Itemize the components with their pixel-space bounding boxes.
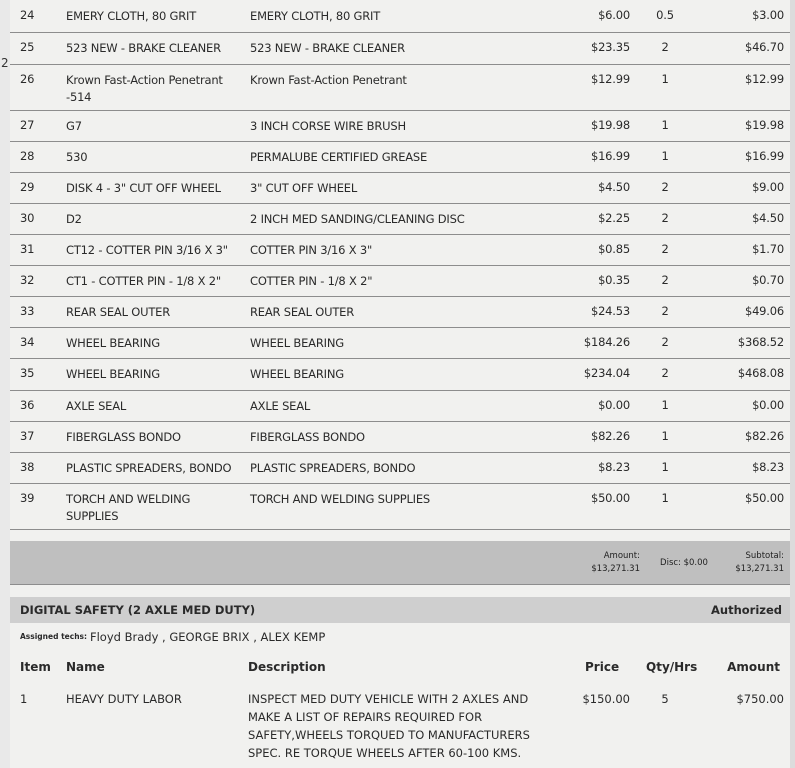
item-number: 25 <box>20 40 35 54</box>
item-price: $6.00 <box>598 8 630 22</box>
col-item: Item <box>20 660 51 674</box>
table-row <box>10 0 790 33</box>
item-name: G7 <box>66 119 82 133</box>
subtotal-label: Subtotal: <box>745 551 784 561</box>
item-amount: $19.98 <box>744 118 784 132</box>
table-row <box>10 234 790 266</box>
item-qty: 2 <box>661 366 669 380</box>
labor-item-description: INSPECT MED DUTY VEHICLE WITH 2 AXLES AND MAKE A LIST OF REPAIRS REQUIRED FOR SAFETY,WHEELS TORQUED TO MANUFACTURERS SPEC. RE TORQUE WHEELS AFTER 60-100 KMS. <box>248 692 530 760</box>
invoice-sheet <box>10 0 790 768</box>
item-price: $0.85 <box>598 242 630 256</box>
table-row <box>10 64 790 111</box>
item-name: WHEEL BEARING <box>66 367 160 381</box>
labor-item-number: 1 <box>20 692 28 706</box>
item-name: DISK 4 - 3" CUT OFF WHEEL <box>66 181 221 195</box>
item-qty: 2 <box>661 304 669 318</box>
table-row <box>10 296 790 328</box>
item-number: 37 <box>20 429 35 443</box>
item-qty: 1 <box>661 72 669 86</box>
item-description: WHEEL BEARING <box>250 367 344 381</box>
item-name: TORCH AND WELDING SUPPLIES <box>66 492 191 523</box>
item-description: WHEEL BEARING <box>250 336 344 350</box>
item-qty: 2 <box>661 273 669 287</box>
item-description: REAR SEAL OUTER <box>250 305 355 319</box>
item-price: $50.00 <box>590 491 630 505</box>
item-description: 523 NEW - BRAKE CLEANER <box>250 41 405 55</box>
item-description: 3 INCH CORSE WIRE BRUSH <box>250 119 406 133</box>
item-name: AXLE SEAL <box>66 399 127 413</box>
item-number: 35 <box>20 366 35 380</box>
item-description: COTTER PIN - 1/8 X 2" <box>250 274 373 288</box>
item-price: $8.23 <box>598 460 630 474</box>
table-row <box>10 203 790 235</box>
item-name: D2 <box>66 212 82 226</box>
item-number: 34 <box>20 335 35 349</box>
item-description: Krown Fast-Action Penetrant <box>250 73 407 87</box>
item-description: PERMALUBE CERTIFIED GREASE <box>250 150 428 164</box>
item-qty: 2 <box>661 335 669 349</box>
labor-item-name: HEAVY DUTY LABOR <box>66 692 182 706</box>
item-name: PLASTIC SPREADERS, BONDO <box>66 461 232 475</box>
labor-item-amount: $750.00 <box>736 692 784 706</box>
item-qty: 1 <box>661 398 669 412</box>
item-amount: $0.00 <box>752 398 784 412</box>
item-qty: 2 <box>661 242 669 256</box>
item-price: $19.98 <box>590 118 630 132</box>
item-name: EMERY CLOTH, 80 GRIT <box>66 9 197 23</box>
amount-summary <box>570 550 640 576</box>
item-name: CT1 - COTTER PIN - 1/8 X 2" <box>66 274 221 288</box>
item-amount: $4.50 <box>752 211 784 225</box>
item-price: $82.26 <box>590 429 630 443</box>
item-qty: 2 <box>661 180 669 194</box>
labor-item-qty: 5 <box>661 692 669 706</box>
item-name: WHEEL BEARING <box>66 336 160 350</box>
labor-item-price: $150.00 <box>582 692 630 706</box>
item-number: 33 <box>20 304 35 318</box>
amount-label: Amount: <box>603 551 640 561</box>
table-row <box>10 32 790 65</box>
col-amount: Amount <box>727 660 780 674</box>
subtotal-value: $13,271.31 <box>735 564 784 574</box>
item-name: Krown Fast-Action Penetrant -514 <box>66 73 223 104</box>
table-row <box>10 265 790 297</box>
item-number: 28 <box>20 149 35 163</box>
item-amount: $9.00 <box>752 180 784 194</box>
item-price: $0.00 <box>598 398 630 412</box>
assigned-techs-names: Floyd Brady , GEORGE BRIX , ALEX KEMP <box>90 630 326 644</box>
table-row <box>10 483 790 530</box>
item-name: FIBERGLASS BONDO <box>66 430 181 444</box>
scan-edge <box>0 0 10 768</box>
item-qty: 1 <box>661 118 669 132</box>
item-amount: $0.70 <box>752 273 784 287</box>
table-row <box>10 110 790 142</box>
item-description: TORCH AND WELDING SUPPLIES <box>250 492 431 506</box>
item-number: 31 <box>20 242 35 256</box>
item-amount: $46.70 <box>744 40 784 54</box>
item-description: COTTER PIN 3/16 X 3" <box>250 243 373 257</box>
item-name: CT12 - COTTER PIN 3/16 X 3" <box>66 243 228 257</box>
amount-value: $13,271.31 <box>591 564 640 574</box>
item-number: 29 <box>20 180 35 194</box>
item-amount: $16.99 <box>744 149 784 163</box>
table-row <box>10 421 790 453</box>
item-qty: 1 <box>661 429 669 443</box>
item-amount: $368.52 <box>737 335 784 349</box>
labor-row <box>10 684 790 768</box>
labor-table-header <box>10 654 790 680</box>
item-qty: 0.5 <box>656 8 674 22</box>
item-qty: 1 <box>661 149 669 163</box>
item-price: $2.25 <box>598 211 630 225</box>
item-description: PLASTIC SPREADERS, BONDO <box>250 461 416 475</box>
item-price: $23.35 <box>590 40 630 54</box>
item-amount: $49.06 <box>744 304 784 318</box>
item-description: AXLE SEAL <box>250 399 311 413</box>
item-amount: $1.70 <box>752 242 784 256</box>
table-row <box>10 141 790 173</box>
discount-value: Disc: $0.00 <box>660 558 708 568</box>
item-qty: 2 <box>661 211 669 225</box>
item-description: 2 INCH MED SANDING/CLEANING DISC <box>250 212 465 226</box>
item-qty: 1 <box>661 460 669 474</box>
item-amount: $50.00 <box>744 491 784 505</box>
item-name: 523 NEW - BRAKE CLEANER <box>66 41 221 55</box>
item-description: FIBERGLASS BONDO <box>250 430 365 444</box>
item-number: 30 <box>20 211 35 225</box>
assigned-techs <box>10 626 790 648</box>
table-row <box>10 452 790 484</box>
table-row <box>10 172 790 204</box>
item-name: REAR SEAL OUTER <box>66 305 171 319</box>
item-number: 26 <box>20 72 35 86</box>
item-price: $12.99 <box>590 72 630 86</box>
item-amount: $12.99 <box>744 72 784 86</box>
item-price: $4.50 <box>598 180 630 194</box>
job-title: DIGITAL SAFETY (2 AXLE MED DUTY) <box>20 603 256 617</box>
margin-mark: 2 <box>1 56 9 70</box>
item-number: 36 <box>20 398 35 412</box>
subtotal-bar <box>10 541 790 585</box>
item-price: $0.35 <box>598 273 630 287</box>
item-qty: 2 <box>661 40 669 54</box>
item-number: 38 <box>20 460 35 474</box>
item-name: 530 <box>66 150 88 164</box>
item-amount: $3.00 <box>752 8 784 22</box>
item-description: EMERY CLOTH, 80 GRIT <box>250 9 381 23</box>
table-row <box>10 327 790 359</box>
item-description: 3" CUT OFF WHEEL <box>250 181 358 195</box>
assigned-techs-label: Assigned techs: <box>20 632 87 641</box>
item-number: 27 <box>20 118 35 132</box>
subtotal-summary <box>710 550 784 576</box>
table-row <box>10 390 790 422</box>
col-description: Description <box>248 660 326 674</box>
col-name: Name <box>66 660 105 674</box>
item-number: 39 <box>20 491 35 505</box>
item-number: 32 <box>20 273 35 287</box>
item-price: $24.53 <box>590 304 630 318</box>
item-amount: $82.26 <box>744 429 784 443</box>
job-section-header <box>10 597 790 623</box>
status-badge: Authorized <box>710 603 782 617</box>
item-qty: 1 <box>661 491 669 505</box>
item-amount: $468.08 <box>737 366 784 380</box>
col-price: Price <box>585 660 620 674</box>
item-amount: $8.23 <box>752 460 784 474</box>
item-price: $234.04 <box>583 366 630 380</box>
table-row <box>10 358 790 391</box>
item-number: 24 <box>20 8 35 22</box>
item-price: $184.26 <box>583 335 630 349</box>
col-qty: Qty/Hrs <box>646 660 698 674</box>
item-price: $16.99 <box>590 149 630 163</box>
